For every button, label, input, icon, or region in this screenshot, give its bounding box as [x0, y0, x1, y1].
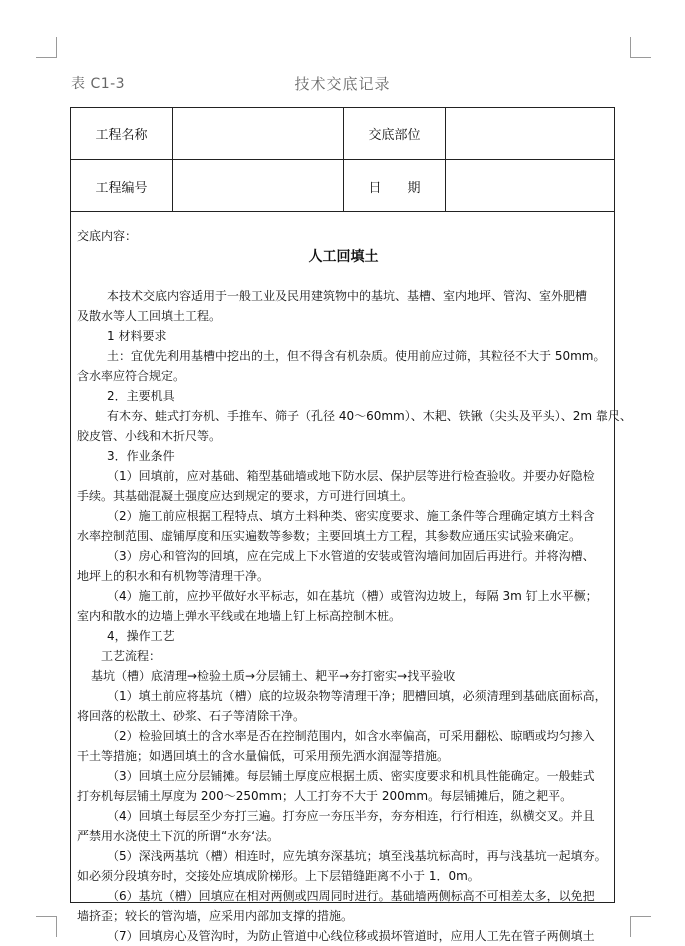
content-line: 水率控制范围、虚铺厚度和压实遍数等参数；主要回填土方工程，其参数应通压实试验来确定。 — [77, 529, 582, 543]
date-label: 日 期 — [368, 181, 421, 196]
content-line: （3）回填土应分层铺摊。每层铺土厚度应根据土质、密实度要求和机具性能确定。一般蛙式 — [107, 769, 595, 783]
content-line: （2）检验回填土的含水率是否在控制范围内，如含水率偏高，可采用翻松、晾晒或均匀掺入 — [107, 729, 595, 743]
page-corner-mark — [630, 916, 651, 937]
content-line: 如必须分段填夯时，交接处应填成阶梯形。上下层错缝距离不小于 1．0m。 — [77, 869, 480, 883]
content-line: 严禁用水浇使土下沉的所谓“水夯‘法。 — [77, 829, 280, 843]
document-title: 技术交底记录 — [294, 75, 391, 93]
content-line: （6）基坑（槽）回填应在相对两侧或四周同时进行。基础墙两侧标高不可相差太多，以免把 — [107, 889, 595, 903]
page-corner-mark — [36, 916, 57, 937]
content-line: 本技术交底内容适用于一般工业及民用建筑物中的基坑、基槽、室内地坪、管沟、室外肥槽 — [107, 289, 588, 303]
content-line: 有木夯、蛙式打夯机、手推车、筛子（孔径 40～60mm）、木耙、铁锹（尖头及平头）、2m 靠尺、 — [107, 409, 632, 423]
record-table — [70, 107, 632, 943]
content-line: 胶皮管、小线和木折尺等。 — [77, 429, 222, 443]
page-corner-mark — [36, 37, 57, 58]
content-line: 及散水等人工回填土工程。 — [77, 309, 222, 323]
content-line: 工艺流程： — [101, 649, 162, 663]
content-line: 干土等措施；如遇回填土的含水量偏低，可采用预先洒水润湿等措施。 — [77, 749, 450, 763]
content-line: 基坑（槽）底清理→检验土质→分层铺土、耙平→夯打密实→找平验收 — [91, 669, 456, 683]
column-divider — [172, 108, 173, 212]
content-heading: 交底内容： — [77, 229, 138, 243]
page-corner-mark — [630, 37, 651, 58]
content-line: 土：宜优先利用基槽中挖出的土，但不得含有机杂质。使用前应过筛，其粒径不大于 50mm。 — [107, 349, 606, 363]
content-line: 4，操作工艺 — [107, 629, 175, 643]
project-number-label: 工程编号 — [95, 181, 148, 196]
content-line: （2）施工前应根据工程特点、填方土料种类、密实度要求、施工条件等合理确定填方土料含 — [107, 509, 595, 523]
content-line: 含水率应符合规定。 — [77, 369, 186, 383]
content-line: 室内和散水的边墙上弹水平线或在地墙上钉上标高控制木桩。 — [77, 609, 402, 623]
column-divider — [445, 108, 446, 212]
content-line: 打夯机每层铺土厚度为 200～250mm；人工打夯不大于 200mm。每层铺摊后，随之耙平。 — [77, 789, 573, 803]
content-line: （1）回填前，应对基础、箱型基础墙或地下防水层、保护层等进行检查验收。并要办好隐检 — [107, 469, 595, 483]
content-line: （5）深浅两基坑（槽）相连时，应先填夯深基坑；填至浅基坑标高时，再与浅基坑一起填夯。 — [107, 849, 607, 863]
content-line: 将回落的松散土、砂浆、石子等清除干净。 — [77, 709, 306, 723]
content-line: 手续。其基础混凝土强度应达到规定的要求，方可进行回填土。 — [77, 489, 414, 503]
content-line: （1）填土前应将基坑（槽）底的垃圾杂物等清理干净；肥槽回填，必须清理到基础底面标高， — [107, 689, 607, 703]
content-line: 墙挤歪；较长的管沟墙，应采用内部加支撑的措施。 — [77, 909, 354, 923]
content-line: （4）施工前，应抄平做好水平标志，如在基坑（槽）或管沟边坡上，每隔 3m 钉上水平橛； — [107, 589, 598, 603]
content-subtitle: 人工回填土 — [308, 249, 379, 265]
content-line: 1 材料要求 — [107, 329, 167, 343]
content-line: （7）回填房心及管沟时，为防止管道中心线位移或损坏管道时，应用人工先在管子两侧填土 — [107, 929, 595, 943]
form-number: 表 C1-3 — [71, 76, 126, 92]
content-line: 3．作业条件 — [107, 449, 175, 463]
handover-part-label: 交底部位 — [368, 128, 421, 143]
content-line: 地坪上的积水和有机物等清理干净。 — [77, 569, 270, 583]
content-line: （3）房心和管沟的回填，应在完成上下水管道的安装或管沟墙间加固后再进行。并将沟槽、 — [107, 549, 595, 563]
project-name-label: 工程名称 — [95, 128, 148, 143]
content-line: 2．主要机具 — [107, 389, 175, 403]
content-line: （4）回填土每层至少夯打三遍。打夯应一夯压半夯，夯夯相连，行行相连，纵横交叉。并且 — [107, 809, 595, 823]
